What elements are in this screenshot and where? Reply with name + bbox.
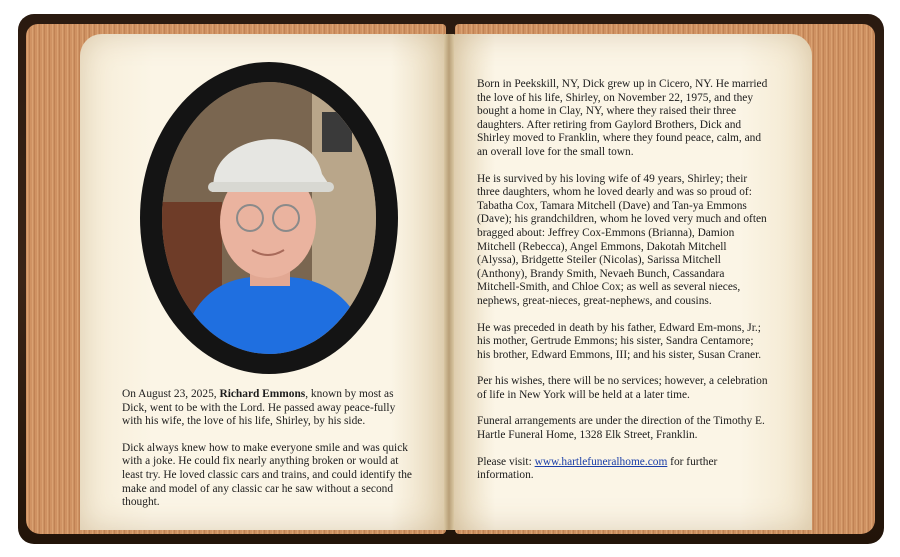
portrait-photo-icon [162,82,376,354]
biography-paragraph: Born in Peekskill, NY, Dick grew up in Cicero, NY. He married the love of his life, Shirley, on November 22, 1975, and they bought a home in Clay, NY, where they raised their three daughters. After retiring from Gaylord Brothers, Dick and Shirley moved to Franklin, where they found peace, calm, and an overall love for the small town. [477,78,768,158]
survivors-paragraph: He is survived by his loving wife of 49 years, Shirley; their three daughters, whom he loved dearly and was so proud of: Tabatha Cox, Tamara Mitchell (Dave) and Tan-ya Emmons (Dave); his grandchildren, whom he loved very much and often bragged about: Jeffrey Cox-Emmons (Brianna), Damion Mitchell (Rebecca), Angel Emmons, Dakotah Mitchell (Alyssa), Bridgette Steiler (Nicolas), Sarissa Mitchell (Anthony), Brandy Smith, Nevaeh Bunch, Cassandara Mitchell-Smith, and Chloe Cox; as well as several nieces, nephews, great-nieces, great-nephews, and cousins. [477,172,767,307]
portrait-photo [162,82,376,354]
deceased-name: Richard Emmons [219,388,306,400]
right-page-text [477,78,769,496]
book-gutter [444,34,454,530]
left-page-text [122,388,416,523]
visit-paragraph: Please visit: www.hartlefuneralhome.com for further information. [477,455,718,482]
personality-paragraph: Dick always knew how to make everyone smile and was quick with a joke. He could fix nearly anything broken or would at least try. He loved classic cars and trains, and could identify the make and model of any classic car he saw without a second thought. [122,441,412,509]
services-paragraph: Per his wishes, there will be no services; however, a celebration of life in New York will be held at a later time. [477,375,768,401]
arrangements-paragraph: Funeral arrangements are under the direction of the Timothy E. Hartle Funeral Home, 1328 Elk Street, Franklin. [477,415,765,442]
preceded-paragraph: He was preceded in death by his father, Edward Em-mons, Jr.; his mother, Gertrude Emmons; his sister, Sandra Centamore; his brother, Edward Emmons, III; and his sister, Susan Craner. [477,321,762,361]
funeral-home-link[interactable]: www.hartlefuneralhome.com [534,455,668,468]
obituary-intro: On August 23, 2025, Richard Emmons, known by most as Dick, went to be with the Lord. He passed away peace-fully with his wife, the love of his life, Shirley, by his side. [122,388,396,428]
